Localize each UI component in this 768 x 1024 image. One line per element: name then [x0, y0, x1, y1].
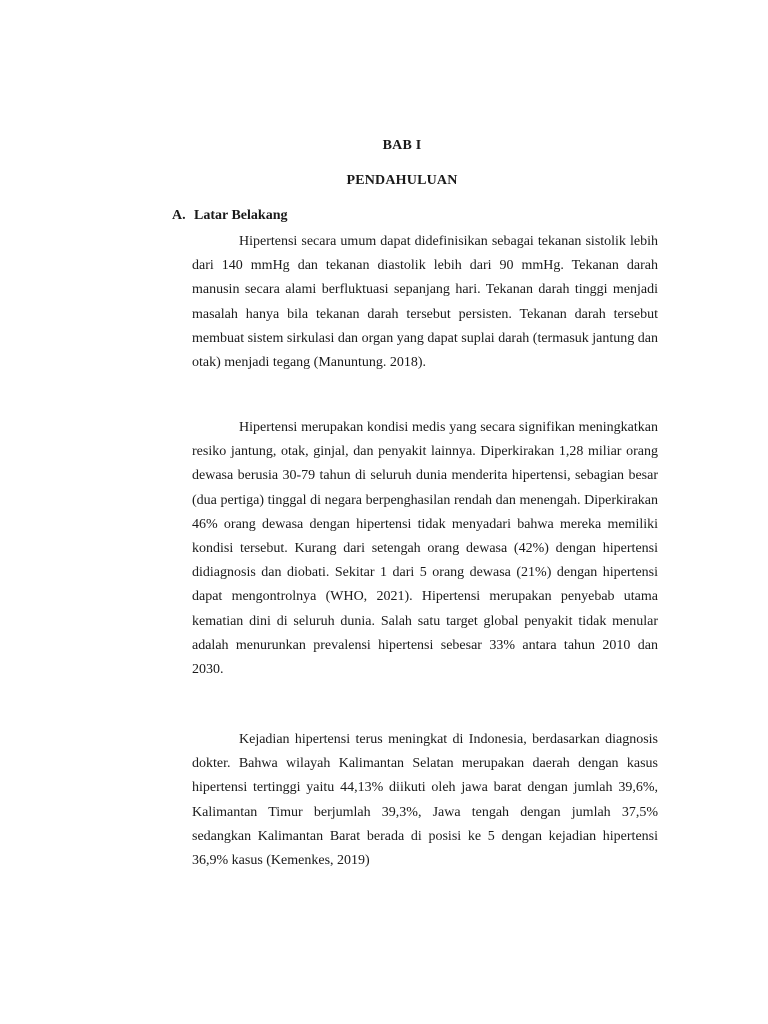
chapter-number: BAB I [382, 138, 422, 153]
paragraph-1: Hipertensi secara umum dapat didefinisikan sebagai tekanan sistolik lebih dari 140 mmHg dan tekanan diastolik lebih dari 90 mmHg. Tekanan darah manusin secara alami berfluktuasi sepanjang hari. Tekanan darah tinggi menjadi masalah hanya bila tekanan darah tersebut persisten. Tekanan darah tersebut membuat sistem sirkulasi dan organ yang dapat suplai darah (termasuk jantung dan otak) menjadi tegang (Manuntung. 2018). [192, 234, 658, 371]
section-title: Latar Belakang [194, 208, 288, 223]
chapter-title: PENDAHULUAN [346, 173, 458, 188]
section-heading [172, 208, 287, 224]
section-marker: A. [172, 208, 186, 223]
paragraph-2: Hipertensi merupakan kondisi medis yang secara signifikan meningkatkan resiko jantung, otak, ginjal, dan penyakit lainnya. Diperkirakan 1,28 miliar orang dewasa berusia 30-79 tahun di seluruh dunia menderita hipertensi, sebagian besar (dua pertiga) tinggal di negara berpenghasilan rendah dan menengah. Diperkirakan 46% orang dewasa dengan hipertensi tidak menyadari bahwa mereka memiliki kondisi tersebut. Kurang dari setengah orang dewasa (42%) dengan hipertensi didiagnosis dan diobati. Sekitar 1 dari 5 orang dewasa (21%) dengan hipertensi dapat mengontrolnya (WHO, 2021). Hipertensi merupakan penyebab utama kematian dini di seluruh dunia. Salah satu target global penyakit tidak menular adalah menurunkan prevalensi hipertensi sebesar 33% antara tahun 2010 dan 2030. [192, 420, 658, 678]
paragraph-3: Kejadian hipertensi terus meningkat di Indonesia, berdasarkan diagnosis dokter. Bahwa wilayah Kalimantan Selatan merupakan daerah dengan kasus hipertensi tertinggi yaitu 44,13% diikuti oleh jawa barat dengan jumlah 39,6%, Kalimantan Timur berjumlah 39,3%, Jawa tengah dengan jumlah 37,5% sedangkan Kalimantan Barat berada di posisi ke 5 dengan kejadian hipertensi 36,9% kasus (Kemenkes, 2019) [192, 732, 658, 869]
